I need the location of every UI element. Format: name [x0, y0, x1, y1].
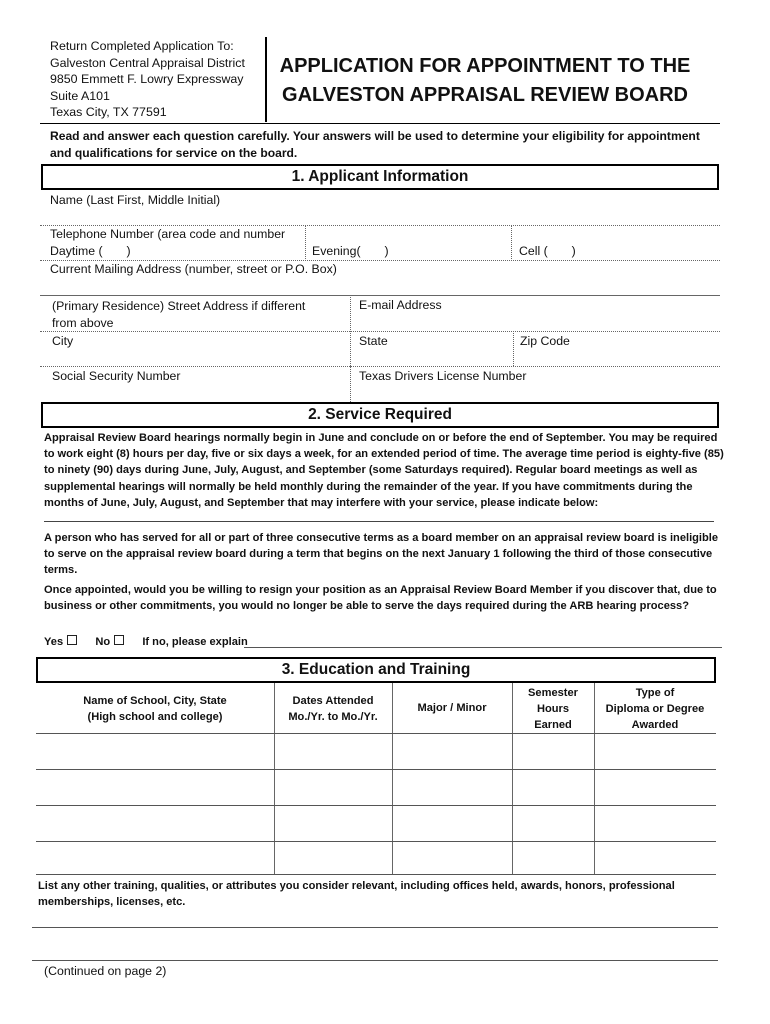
service-paragraph: Appraisal Review Board hearings normally begin in June and conclude on or before the end of September. You may be required to work eight (8) hours per day, five or six days a week, for an extended period of time. The average time period is eighty-five (85) to ninety (90) days during June, July, August, and September (some Saturdays required). Regular board meetings as well as supplemental hearings will normally be held monthly during the remainder of the year. If you have commitments during the months of June, July, August, and September that may interfere with your service, please indicate below:	[44, 432, 724, 509]
continued-note: (Continued on page 2)	[44, 964, 167, 978]
explain-label: If no, please explain	[142, 636, 248, 648]
other-training-text: List any other training, qualities, or attributes you consider relevant, including offices held, awards, honors, professional memberships, licenses, etc.	[38, 880, 675, 908]
column-header-line: Hours	[536, 703, 570, 715]
primary-label	[52, 298, 305, 331]
column-header-line: Diploma or Degree	[605, 703, 705, 715]
column-header-dates	[274, 693, 392, 725]
column-header-major	[392, 700, 512, 716]
ssn-label: Social Security Number	[52, 369, 181, 383]
yes-checkbox[interactable]	[67, 635, 77, 645]
return-address-line: Texas City, TX 77591	[50, 105, 167, 120]
header-divider	[265, 37, 267, 122]
column-header-line: Semester	[528, 687, 578, 699]
ssn-divider	[350, 366, 351, 402]
primary-field[interactable]	[40, 331, 720, 332]
state-label: State	[359, 334, 388, 348]
name-field[interactable]	[40, 225, 720, 226]
other-training-field[interactable]	[32, 927, 718, 928]
phone-divider	[305, 225, 306, 261]
zip-label: Zip Code	[520, 334, 570, 348]
resign-paragraph: Once appointed, would you be willing to resign your position as an Appraisal Review Board Member if you discover that, due to business or other commitments, you would no longer be able to serve the days required during the ARB hearing process?	[44, 584, 717, 613]
city-field[interactable]	[40, 366, 720, 367]
other-training-field[interactable]	[32, 960, 718, 961]
commitments-field[interactable]	[44, 521, 714, 522]
column-header-line: Type of	[635, 687, 675, 699]
column-header-degree	[594, 685, 716, 733]
section2-heading-text: 2. Service Required	[308, 406, 452, 423]
section2-heading	[41, 402, 719, 428]
evening-label: Evening( )	[312, 244, 389, 258]
header-rule	[40, 123, 720, 124]
mailing-field[interactable]	[40, 295, 720, 296]
daytime-label: Daytime ( )	[50, 244, 131, 258]
column-header-line: Awarded	[631, 719, 679, 731]
phone-divider	[511, 225, 512, 261]
section1-heading	[41, 164, 719, 190]
table-row[interactable]	[36, 805, 716, 841]
education-table	[36, 683, 716, 875]
return-address-line: Galveston Central Appraisal District	[50, 55, 245, 70]
table-row[interactable]	[36, 769, 716, 805]
term-limit-paragraph: A person who has served for all or part of three consecutive terms as a board member on an appraisal review board is ineligible to serve on the appraisal review board during a term that begins on the next January 1 following the third of those consecutive terms.	[44, 532, 719, 577]
column-header-line: Name of School, City, State	[83, 695, 227, 707]
no-checkbox[interactable]	[114, 635, 124, 645]
phone-field[interactable]	[40, 260, 720, 261]
title-line: APPLICATION FOR APPOINTMENT TO THE	[279, 55, 691, 77]
explain-field[interactable]	[244, 647, 722, 648]
mailing-label: Current Mailing Address (number, street or P.O. Box)	[50, 262, 337, 276]
page-title	[270, 52, 700, 110]
intro-text: Read and answer each question carefully. Your answers will be used to determine your eligibility for appointment and qualifications for service on the board.	[50, 129, 700, 160]
column-header-line: Earned	[534, 719, 572, 731]
email-label: E-mail Address	[359, 298, 442, 312]
name-label: Name (Last First, Middle Initial)	[50, 193, 221, 207]
return-address-line: Suite A101	[50, 88, 110, 103]
section3-heading-text: 3. Education and Training	[281, 661, 471, 678]
return-address-line: Return Completed Application To:	[50, 39, 234, 53]
section1-heading-text: 1. Applicant Information	[291, 168, 469, 185]
primary-label-line: (Primary Residence) Street Address if different	[52, 299, 306, 313]
no-label: No	[95, 636, 111, 648]
cell-label: Cell ( )	[519, 244, 576, 258]
column-header-hours	[512, 685, 594, 733]
table-row[interactable]	[36, 733, 716, 769]
phone-label: Telephone Number (area code and number	[50, 227, 286, 241]
section3-heading	[36, 657, 716, 683]
dl-label: Texas Drivers License Number	[359, 369, 527, 383]
return-address-line: 9850 Emmett F. Lowry Expressway	[50, 72, 244, 87]
primary-label-line: from above	[52, 315, 114, 330]
column-header-school	[36, 693, 274, 725]
column-header-line: Dates Attended	[292, 695, 374, 707]
title-line: GALVESTON APPRAISAL REVIEW BOARD	[282, 84, 688, 106]
column-header-line: (High school and college)	[87, 711, 223, 723]
yes-label: Yes	[44, 636, 64, 648]
city-label: City	[52, 334, 74, 348]
column-header-line: Major / Minor	[417, 702, 487, 714]
zip-divider	[513, 331, 514, 366]
column-header-line: Mo./Yr. to Mo./Yr.	[288, 711, 378, 723]
return-address	[50, 38, 265, 121]
table-row[interactable]	[36, 841, 716, 875]
